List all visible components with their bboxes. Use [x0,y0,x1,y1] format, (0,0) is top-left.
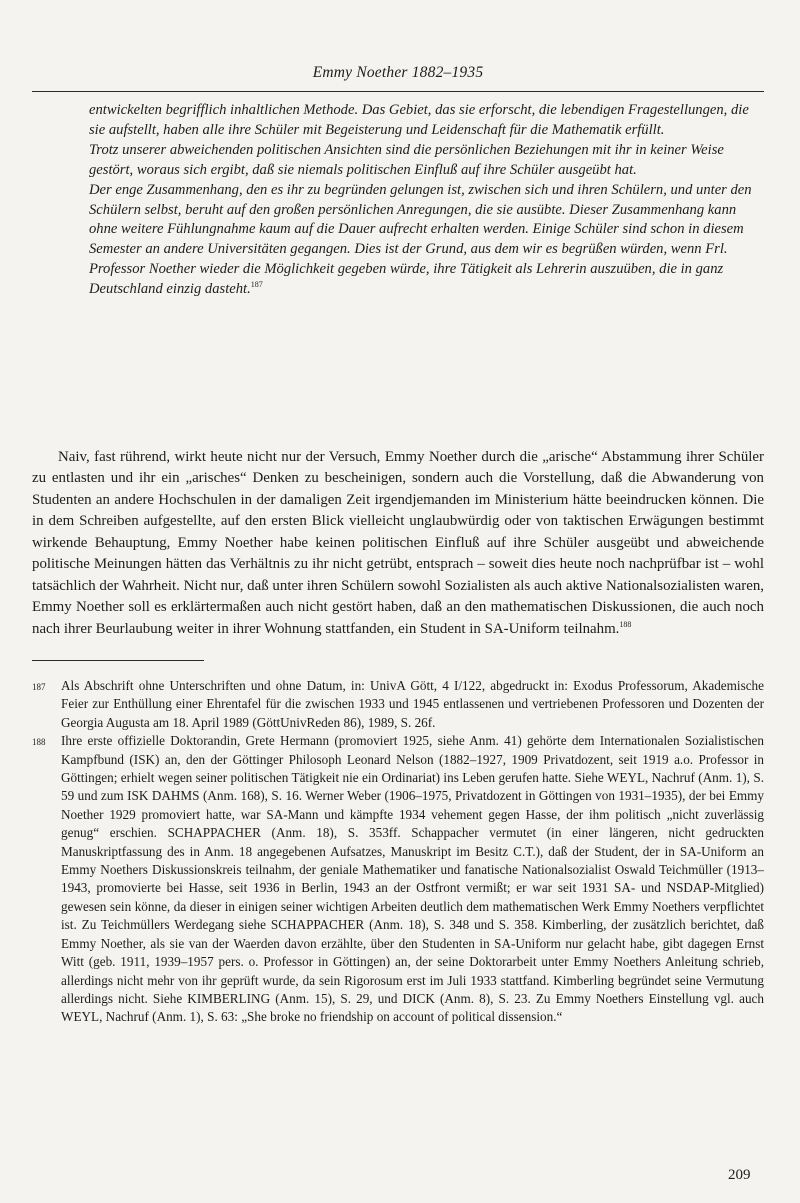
footnote-rule [32,660,204,661]
block-quote [89,101,763,300]
quote-paragraph: entwickelten begrifflich inhaltlichen Methode. Das Gebiet, das sie erforscht, die lebendigen Fragestellungen, die sie aufstellt, haben alle ihre Schüler mit Begeisterung und Leidenschaft für die Mathematik erfüllt. [89,102,749,138]
footnotes [32,677,764,1027]
running-header: Emmy Noether 1882–1935 [312,64,484,81]
quote-paragraph: Trotz unserer abweichenden politischen Ansichten sind die persönlichen Beziehungen mit ihr in keiner Weise gestört, woraus sich ergibt, daß sie niemals politischen Einfluß auf ihre Schüler ausgeübt hat. [89,141,724,178]
quote-paragraph [89,181,763,300]
body-text [32,447,764,640]
body-paragraph [32,447,764,640]
quote-paragraph-text: Der enge Zusammenhang, den es ihr zu begründen gelungen ist, zwischen sich und ihren Schülern, und unter den Schülern selbst, beruht auf den großen persönlichen Anregungen, die sie ausübte. Dieser Zusammenhang kann ohne weitere Fühlungnahme kaum auf die Dauer aufrecht erhalten werden. Einige Schüler sind schon in diesem Semester an andere Universitäten gegangen. Dies ist der Grund, aus dem wir es begrüßen würden, wenn Frl. Professor Noether wieder die Möglichkeit gegeben würde, ihre Tätigkeit als Lehrerin auszuüben, die in ganz Deutschland einzig dasteht. [89,181,752,298]
footnote-ref-187[interactable]: 187 [250,280,263,290]
page-number: 209 [728,1167,751,1183]
footnote-187 [32,677,764,732]
footnote-text: Als Abschrift ohne Unterschriften und ohne Datum, in: UnivA Gött, 4 I/122, abgedruckt in: Exodus Professorum, Akademische Feier zur Enthüllung einer Ehrentafel für die zwischen 1933 und 1945 entlassenen und vertriebenen Professoren und Dozenten der Georgia Augusta am 18. April 1989 (GöttUnivReden 86), 1989, S. 26f. [61,678,764,730]
footnote-number: 187 [32,682,46,692]
header-rule [32,91,764,92]
body-paragraph-text: Naiv, fast rührend, wirkt heute nicht nur der Versuch, Emmy Noether durch die „arische“ Abstammung ihrer Schüler zu entlasten und ihr ein „arisches“ Denken zu bescheinigen, sondern auch die Vorstellung, daß die Abwanderung von Studenten an andere Hochschulen in der damaligen Zeit irgendjemanden im Ministerium hätte beeindrucken können. Die in dem Schreiben aufgestellte, auf den ersten Blick vielleicht unglaubwürdig oder von taktischen Erwägungen bestimmt wirkende Behauptung, Emmy Noether habe keinen politischen Einfluß auf ihre Schüler ausgeübt und abweichende politische Meinungen hätten das Verhältnis zu ihr nicht getrübt, entsprach – soweit dies heute noch nachprüfbar ist – wohl tatsächlich der Wahrheit. Nicht nur, daß unter ihren Schülern sowohl Sozialisten als auch aktive Nationalsozialisten waren, Emmy Noether soll es erklärtermaßen auch nicht gestört haben, daß an den mathematischen Diskussionen, die auch noch nach ihrer Beurlaubung weiter in ihrer Wohnung stattfanden, ein Student in SA-Uniform teilnahm. [32,449,764,637]
footnote-188 [32,732,764,1027]
footnote-text: Ihre erste offizielle Doktorandin, Grete Hermann (promoviert 1925, siehe Anm. 41) gehörte dem Internationalen Sozialistischen Kampfbund (ISK) an, den der Göttinger Philosoph Leonard Nelson (1882–1927, 1909 Privatdozent, seit 1919 a.o. Professor in Göttingen; erhielt wegen seiner politischen Tätigkeit nie ein Ordinariat) ins Leben gerufen hatte. Siehe WEYL, Nachruf (Anm. 1), S. 59 und zum ISK DAHMS (Anm. 168), S. 16. Werner Weber (1906–1975, Privatdozent in Göttingen von 1931–1935), der bei Emmy Noether 1929 promoviert hatte, war SA-Mann und kämpfte 1934 vehement gegen Hasse, der ihm politisch „nicht zuverlässig genug“ erschien. SCHAPPACHER (Anm. 18), S. 353ff. Schappacher vermutet (in einer längeren, nicht gedruckten Manuskriptfassung des in Anm. 18 angegebenen Aufsatzes, Manuskript im Besitz C.T.), daß der Student, der in SA-Uniform an Emmy Noethers Diskussionskreis teilnahm, der geniale Mathematiker und fanatische Nationalsozialist Oswald Teichmüller (1913–1943, promovierte bei Hasse, seit 1936 in Berlin, 1943 an der Ostfront vermißt; er war seit 1931 SA- und NSDAP-Mitglied) gewesen sein könne, da dieser in einigen seiner wichtigen Arbeiten deutlich dem mathematischen Werk Emmy Noethers verpflichtet ist. Zu Teichmüllers Werdegang siehe SCHAPPACHER (Anm. 18), S. 348 und S. 358. Kimberling, der zusätzlich berichtet, daß Emmy Noether, als sie van der Waerden davon erzählte, über den Studenten in SA-Uniform nur gelacht habe, gibt dagegen Ernst Witt (geb. 1911, 1939–1957 pers. o. Professor in Göttingen) an, der seine Doktorarbeit unter Emmy Noethers Anleitung schrieb, allerdings nicht mehr von ihr geprüft wurde, da sein Rigorosum erst im Juli 1933 stattfand. Kimberling begründet seine Vermutung allerdings nicht. Siehe KIMBERLING (Anm. 15), S. 29, und DICK (Anm. 8), S. 23. Zu Emmy Noethers Einstellung vgl. auch WEYL, Nachruf (Anm. 1), S. 63: „She broke no friendship on account of political dissension.“ [61,733,764,1025]
footnote-ref-188[interactable]: 188 [619,619,632,629]
footnote-number: 188 [32,737,46,748]
